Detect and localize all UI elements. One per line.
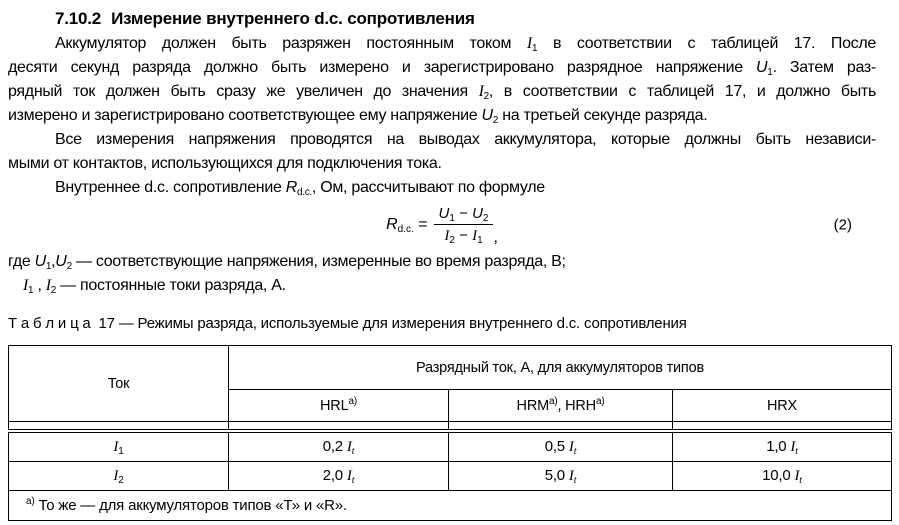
equation-number: (2): [833, 216, 852, 234]
table-row-i2: [9, 462, 892, 491]
table-caption-label: Т а б л и ц а 17: [8, 315, 115, 332]
section-title: Измерение внутреннего d.c. сопротивления: [111, 9, 475, 28]
table-caption-text: Режимы разряда, используемые для измерения внутреннего d.c. сопротивления: [137, 315, 687, 332]
definition-line: $I_1$ , $I_2$ — постоянные токи разряда, А.: [23, 277, 286, 296]
table-header-type-hrm-hrh: HRM$^{a)}$, HRH$^{a)}$: [449, 390, 673, 422]
definitions-block: [8, 250, 876, 298]
table-caption: [8, 313, 876, 335]
formula-comma: ,: [493, 229, 498, 246]
table-cell-current: $I_1$: [9, 431, 229, 462]
definition-line: где $U_1,U_2$ — соответствующие напряжения, измеренные во время разряда, В;: [8, 253, 566, 272]
discharge-modes-table: [8, 345, 892, 521]
section-number: 7.10.2: [55, 9, 102, 28]
paragraph-discharge: [8, 32, 876, 128]
table-footnote: $^{a)}$ То же — для аккумуляторов типов «Т» и «R».: [9, 491, 892, 521]
table-header-group: Разрядный ток, А, для аккумуляторов типов: [229, 346, 892, 390]
table-cell-value: 0,5 $I_t$: [449, 431, 673, 462]
table-cell-value: 0,2 $I_t$: [229, 431, 449, 462]
table-header-type-hrl: HRL$^{a)}$: [229, 390, 449, 422]
paragraph-line: десяти секунд разряда должно быть измерено и зарегистрировано разрядное напряжение $U_1$. Затем раз-: [8, 59, 876, 78]
formula-lhs: $R_{d.c.}$ =: [386, 216, 428, 235]
paragraph-formula-intro: [8, 176, 876, 200]
table-header-type-hrx: HRX: [673, 390, 892, 422]
paragraph-line: мыми от контактов, использующихся для подключения тока.: [8, 155, 442, 172]
table-row-i1: [9, 431, 892, 462]
table-cell-current: $I_2$: [9, 462, 229, 491]
table-caption-dash: —: [114, 315, 138, 332]
table-header-current: Ток: [9, 346, 229, 422]
formula: [386, 205, 498, 245]
table-cell-value: 10,0 $I_t$: [673, 462, 892, 491]
paragraph-line: рядный ток должен быть сразу же увеличен до значения $I_2$, в соответствии с таблицей 17, и должно быть: [8, 83, 876, 102]
fraction: [434, 205, 494, 245]
paragraph-line: измерено и зарегистрировано соответствующее ему напряжение $U_2$ на третьей секунде разряда.: [8, 107, 708, 126]
formula-block: [8, 200, 876, 250]
section-heading: [8, 6, 876, 32]
table-cell-value: 5,0 $I_t$: [449, 462, 673, 491]
paragraph-line: Внутреннее d.c. сопротивление $R_{d.c.}$, Ом, рассчитывают по формуле: [55, 179, 545, 198]
paragraph-measurements: [8, 128, 876, 176]
fraction-numerator: $U_1 - U_2$: [434, 205, 494, 225]
table-cell-value: 2,0 $I_t$: [229, 462, 449, 491]
fraction-denominator: $I_2 - I_1$: [444, 227, 483, 246]
table-head-separator: [9, 422, 892, 432]
paragraph-line: Все измерения напряжения проводятся на выводах аккумулятора, которые должны быть независи-: [55, 131, 876, 148]
table-cell-value: 1,0 $I_t$: [673, 431, 892, 462]
paragraph-line: Аккумулятор должен быть разряжен постоянным током $I_1$ в соответствии с таблицей 17. После: [55, 35, 877, 54]
